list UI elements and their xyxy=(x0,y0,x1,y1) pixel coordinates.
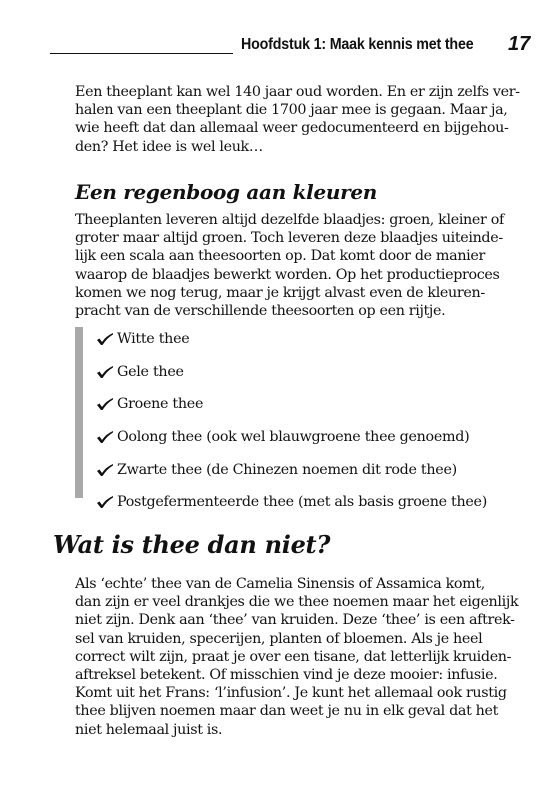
list-item xyxy=(96,453,487,486)
list-item-label: Groene thee xyxy=(117,396,204,413)
list-item-label: Oolong thee (ook wel blauwgroene thee genoemd) xyxy=(117,429,470,446)
list-item xyxy=(96,421,487,454)
text-line: groter maar altijd groen. Toch leveren deze blaadjes uiteinde- xyxy=(75,230,503,247)
text-line: den? Het idee is wel leuk… xyxy=(75,138,263,155)
text-line: waarop de blaadjes bewerkt worden. Op het productieproces xyxy=(75,266,500,283)
list-item-label: Zwarte thee (de Chinezen noemen dit rode thee) xyxy=(117,461,457,478)
text-line: halen van een theeplant die 1700 jaar mee is gegaan. Maar ja, xyxy=(75,102,508,119)
text-line: Als ‘echte’ thee van de Camelia Sinensis of Assamica komt, xyxy=(75,576,485,592)
text-line: Komt uit het Frans: ‘l’infusion’. Je kunt het allemaal ook rustig xyxy=(75,685,507,702)
text-line: wie heeft dat dan allemaal weer gedocumenteerd en bijgehou- xyxy=(75,120,509,137)
text-line: correct wilt zijn, praat je over een tisane, dat letterlijk kruiden- xyxy=(75,648,512,665)
text-line: thee blijven noemen maar dan weet je nu in elk geval dat het xyxy=(75,703,499,720)
header-rule xyxy=(50,53,233,54)
checkmark-icon xyxy=(96,495,114,509)
checkmark-icon xyxy=(96,397,114,411)
intro-paragraph xyxy=(75,83,520,156)
text-line: Een theeplant kan wel 140 jaar oud worden. En er zijn zelfs ver- xyxy=(75,84,520,100)
list-item xyxy=(96,486,487,519)
list-item-label: Postgefermenteerde thee (met als basis groene thee) xyxy=(117,494,487,511)
tea-types-list xyxy=(96,323,487,519)
checkmark-icon xyxy=(96,463,114,477)
section-heading-what-is-not-tea: Wat is thee dan niet? xyxy=(53,530,331,559)
text-line: lijk een scala aan theesoorten op. Dat komt door de manier xyxy=(75,248,485,265)
text-line: sel van kruiden, specerijen, planten of bloemen. Als je heel xyxy=(75,630,483,647)
text-line: niet zijn. Denk aan ‘thee’ van kruiden. Deze ‘thee’ is een aftrek- xyxy=(75,612,515,629)
text-line: niet helemaal juist is. xyxy=(75,721,223,738)
text-line: pracht van de verschillende theesoorten op een rijtje. xyxy=(75,303,446,320)
checkmark-icon xyxy=(96,365,114,379)
text-line: aftreksel betekent. Of misschien vind je deze mooier: infusie. xyxy=(75,667,498,684)
rainbow-paragraph xyxy=(75,211,505,320)
list-item-label: Gele thee xyxy=(117,363,184,380)
list-item-label: Witte thee xyxy=(117,331,190,348)
section-heading-rainbow: Een regenboog aan kleuren xyxy=(75,180,378,204)
list-item xyxy=(96,356,487,389)
text-line: komen we nog terug, maar je krijgt alvast even de kleuren- xyxy=(75,284,485,301)
list-sidebar-bar xyxy=(75,327,83,498)
running-head: Hoofdstuk 1: Maak kennis met thee xyxy=(241,36,474,53)
page-number: 17 xyxy=(508,33,531,55)
list-item xyxy=(96,323,487,356)
what-is-not-tea-paragraph xyxy=(75,575,519,739)
text-line: dan zijn er veel drankjes die we thee noemen maar het eigenlijk xyxy=(75,594,519,611)
checkmark-icon xyxy=(96,430,114,444)
checkmark-icon xyxy=(96,332,114,346)
list-item xyxy=(96,388,487,421)
text-line: Theeplanten leveren altijd dezelfde blaadjes: groen, kleiner of xyxy=(75,212,504,228)
